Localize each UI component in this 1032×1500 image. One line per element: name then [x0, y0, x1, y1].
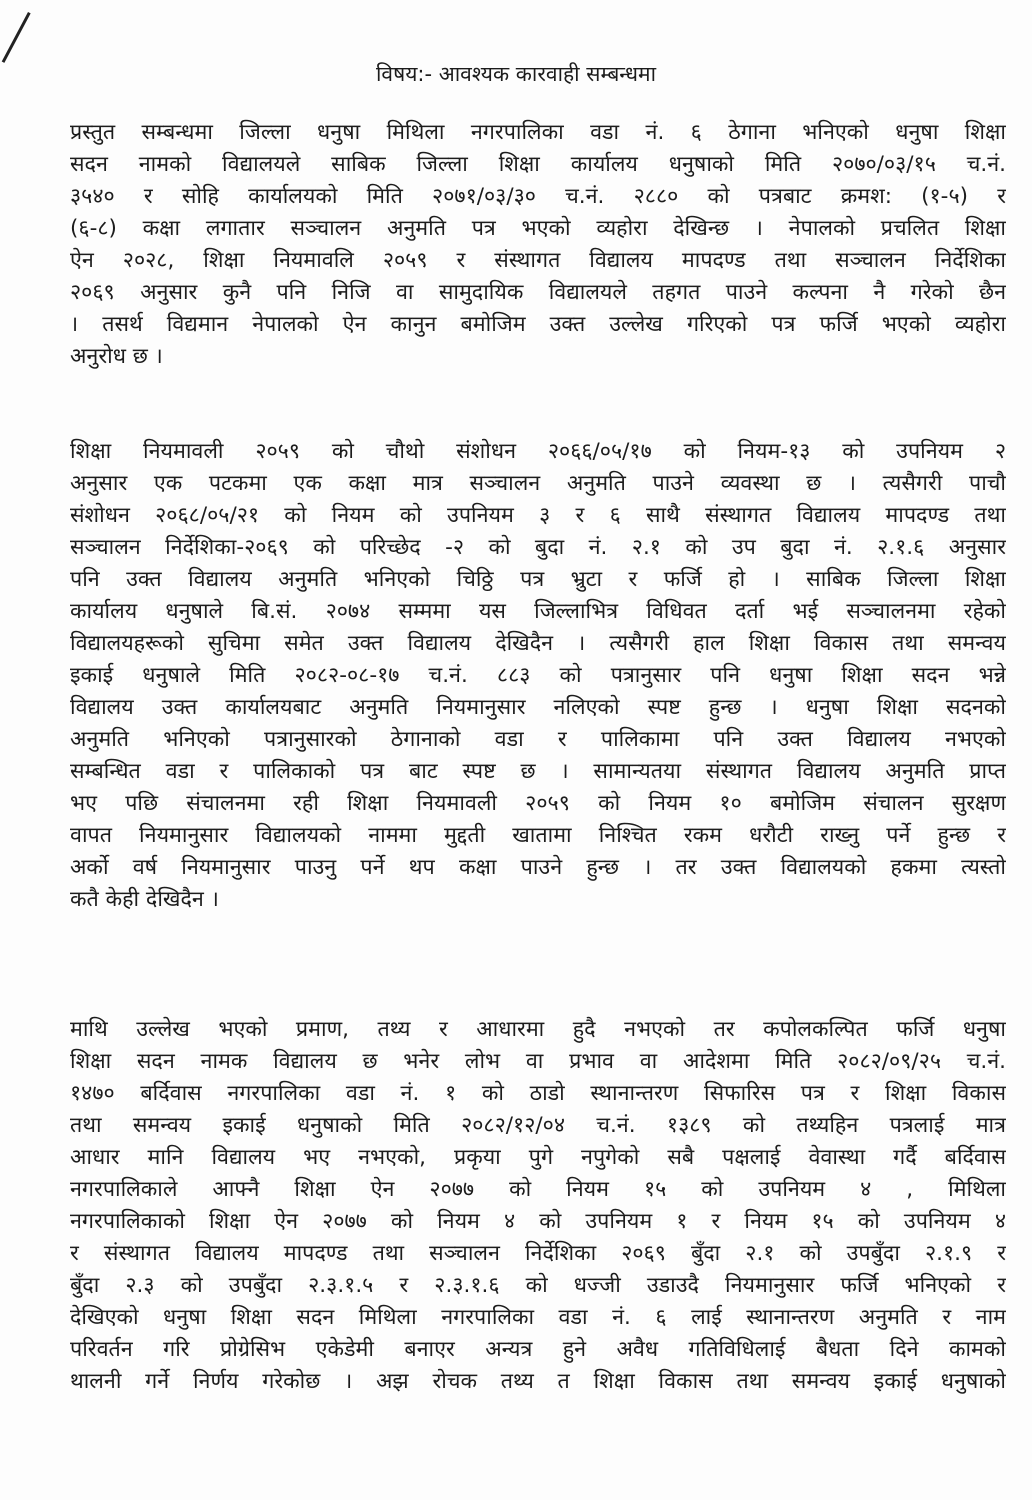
text-line: तथा समन्वय इकाई धनुषाको मिति २०८२/१२/०४ च.नं. १३८९ को तथ्यहिन पत्रलाई मात्र [70, 1113, 1006, 1138]
text-line: भए पछि संचालनमा रही शिक्षा नियमावली २०५९ को नियम १० बमोजिम संचालन सुरक्षण [70, 791, 1006, 816]
text-line: सञ्चालन निर्देशिका-२०६९ को परिच्छेद -२ को बुदा नं. २.१ को उप बुदा नं. २.१.६ अनुसार [70, 535, 1006, 560]
text-line: र संस्थागत विद्यालय मापदण्ड तथा सञ्चालन निर्देशिका २०६९ बुँदा २.१ को उपबुँदा २.१.९ र [70, 1241, 1006, 1266]
text-line: अनुसार एक पटकमा एक कक्षा मात्र सञ्चालन अनुमति पाउने व्यवस्था छ । त्यसैगरी पाचौ [70, 471, 1006, 496]
text-line: १४७० बर्दिवास नगरपालिका वडा नं. १ को ठाडो स्थानान्तरण सिफारिस पत्र र शिक्षा विकास [70, 1081, 1006, 1106]
text-line: पनि उक्त विद्यालय अनुमति भनिएको चिठ्ठि पत्र भ्रुटा र फर्जि हो । साबिक जिल्ला शिक्षा [70, 567, 1006, 592]
text-line: आधार मानि विद्यालय भए नभएको, प्रकृया पुगे नपुगेको सबै पक्षलाई वेवास्था गर्दै बर्दिवास [70, 1145, 1006, 1170]
text-line: कतै केही देखिदैन । [70, 887, 219, 912]
text-line: माथि उल्लेख भएको प्रमाण, तथ्य र आधारमा हुदै नभएको तर कपोलकल्पित फर्जि धनुषा [70, 1017, 1006, 1042]
text-line: विद्यालयहरूको सुचिमा समेत उक्त विद्यालय देखिदैन । त्यसैगरी हाल शिक्षा विकास तथा समन्वय [70, 631, 1006, 656]
text-line: नगरपालिकाको शिक्षा ऐन २०७७ को नियम ४ को उपनियम १ र नियम १५ को उपनियम ४ [70, 1209, 1006, 1234]
paragraph-2 [70, 436, 1006, 916]
text-line: प्रस्तुत सम्बन्धमा जिल्ला धनुषा मिथिला नगरपालिका वडा नं. ६ ठेगाना भनिएको धनुषा शिक्षा [70, 120, 1006, 145]
subject-heading: विषय:- आवश्यक कारवाही सम्बन्धमा [375, 62, 657, 86]
text-line: परिवर्तन गरि प्रोग्रेसिभ एकेडेमी बनाएर अन्यत्र हुने अवैध गतिविधिलाई बैधता दिने कामको [70, 1337, 1006, 1362]
text-line: इकाई धनुषाले मिति २०८२-०८-१७ च.नं. ८८३ को पत्रानुसार पनि धनुषा शिक्षा सदन भन्ने [70, 663, 1006, 688]
text-line: बुँदा २.३ को उपबुँदा २.३.१.५ र २.३.१.६ को धज्जी उडाउदै नियमानुसार फर्जि भनिएको र [70, 1273, 1006, 1298]
text-line: थालनी गर्ने निर्णय गरेकोछ । अझ रोचक तथ्य त शिक्षा विकास तथा समन्वय इकाई धनुषाको [70, 1369, 1006, 1394]
text-line: । तसर्थ विद्यमान नेपालको ऐन कानुन बमोजिम उक्त उल्लेख गरिएको पत्र फर्जि भएको व्यहोरा [70, 312, 1006, 337]
pen-mark [2, 12, 31, 63]
text-line: शिक्षा सदन नामक विद्यालय छ भनेर लोभ वा प्रभाव वा आदेशमा मिति २०८२/०९/२५ च.नं. [70, 1049, 1006, 1074]
paragraph-3 [70, 1014, 1006, 1398]
text-line: कार्यालय धनुषाले बि.सं. २०७४ सम्ममा यस जिल्लाभित्र विधिवत दर्ता भई सञ्चालनमा रहेको [70, 599, 1006, 624]
text-line: देखिएको धनुषा शिक्षा सदन मिथिला नगरपालिका वडा नं. ६ लाई स्थानान्तरण अनुमति र नाम [70, 1305, 1006, 1330]
text-line: शिक्षा नियमावली २०५९ को चौथो संशोधन २०६६/०५/१७ को नियम-१३ को उपनियम २ [70, 439, 1006, 464]
text-line: विद्यालय उक्त कार्यालयबाट अनुमति नियमानुसार नलिएको स्पष्ट हुन्छ । धनुषा शिक्षा सदनको [70, 695, 1006, 720]
text-line: सदन नामको विद्यालयले साबिक जिल्ला शिक्षा कार्यालय धनुषाको मिति २०७०/०३/१५ च.नं. [70, 152, 1006, 177]
paragraph-1 [70, 117, 1006, 373]
text-line: अर्को वर्ष नियमानुसार पाउनु पर्ने थप कक्षा पाउने हुन्छ । तर उक्त विद्यालयको हकमा त्यस्तो [70, 855, 1006, 880]
text-line: ३५४० र सोहि कार्यालयको मिति २०७१/०३/३० च.नं. २८८० को पत्रबाट क्रमश: (१-५) र [70, 184, 1006, 209]
text-line: सम्बन्धित वडा र पालिकाको पत्र बाट स्पष्ट छ । सामान्यतया संस्थागत विद्यालय अनुमति प्राप्त [70, 759, 1006, 784]
text-line: वापत नियमानुसार विद्यालयको नाममा मुद्दती खातामा निश्चित रकम धरौटी राख्नु पर्ने हुन्छ र [70, 823, 1006, 848]
text-line: ऐन २०२८, शिक्षा नियमावलि २०५९ र संस्थागत विद्यालय मापदण्ड तथा सञ्चालन निर्देशिका [70, 248, 1006, 273]
text-line: २०६९ अनुसार कुनै पनि निजि वा सामुदायिक विद्यालयले तहगत पाउने कल्पना नै गरेको छैन [70, 280, 1006, 305]
text-line: अनुमति भनिएको पत्रानुसारको ठेगानाको वडा र पालिकामा पनि उक्त विद्यालय नभएको [70, 727, 1006, 752]
text-line: (६-८) कक्षा लगातार सञ्चालन अनुमति पत्र भएको व्यहोरा देखिन्छ । नेपालको प्रचलित शिक्षा [70, 216, 1006, 241]
text-line: संशोधन २०६८/०५/२१ को नियम को उपनियम ३ र ६ साथै संस्थागत विद्यालय मापदण्ड तथा [70, 503, 1006, 528]
text-line: अनुरोध छ । [70, 344, 163, 369]
text-line: नगरपालिकाले आफ्नै शिक्षा ऐन २०७७ को नियम १५ को उपनियम ४ , मिथिला [70, 1177, 1006, 1202]
